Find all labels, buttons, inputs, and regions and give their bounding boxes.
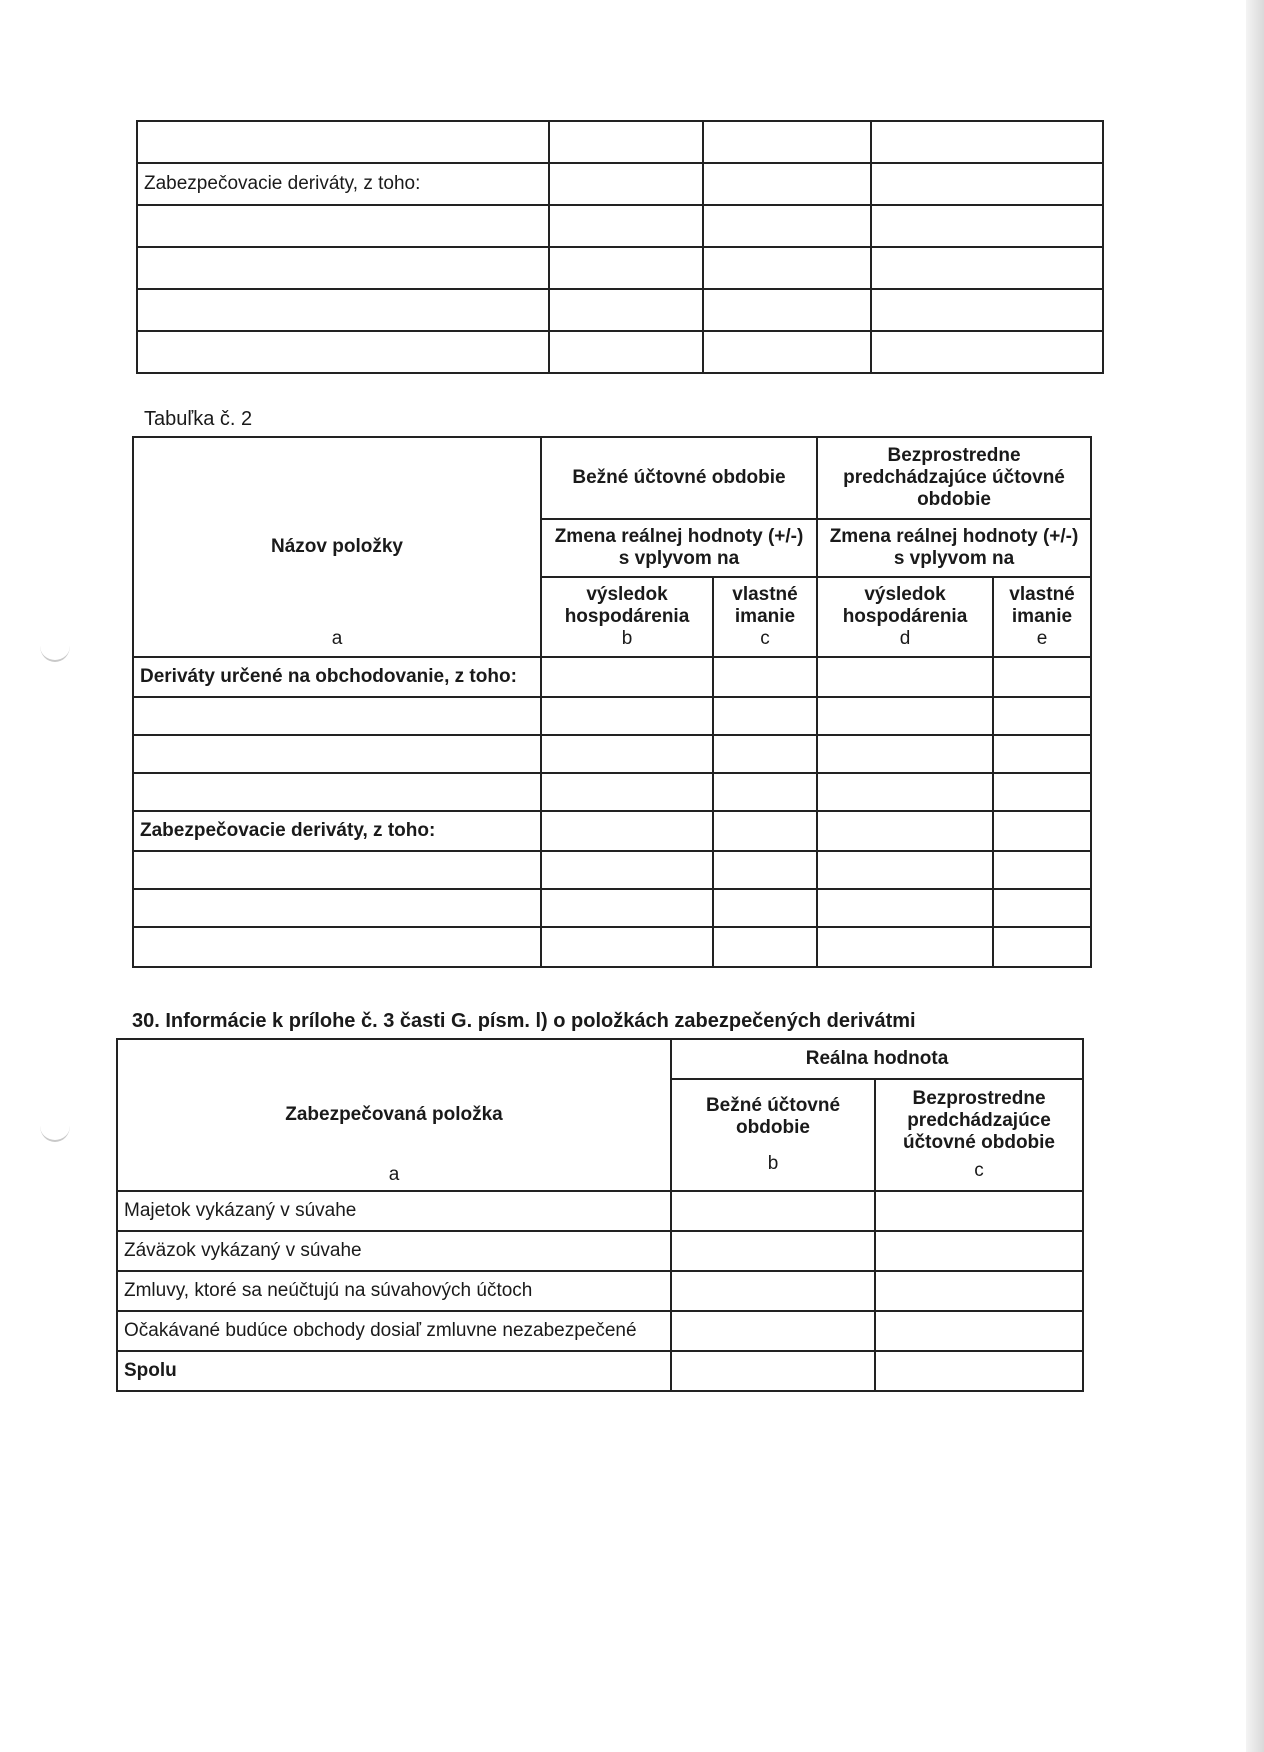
name-letter: a	[331, 628, 343, 649]
name-header-cell	[133, 437, 541, 657]
table-cell	[137, 331, 549, 373]
row-label-total: Spolu	[117, 1351, 671, 1391]
row-label: Zmluvy, ktoré sa neúčtujú na súvahových účtoch	[117, 1271, 671, 1311]
name-header: Názov položky	[271, 536, 403, 557]
table-cell	[137, 121, 549, 163]
table-row	[137, 163, 1103, 205]
table-row	[133, 927, 1091, 967]
table-row	[133, 657, 1091, 697]
change-current-header: Zmena reálnej hodnoty (+/-) s vplyvom na	[541, 519, 817, 577]
table-row	[137, 205, 1103, 247]
col-d-header: výsledok hospodárenia d	[817, 577, 993, 657]
col-b-header: výsledok hospodárenia b	[541, 577, 713, 657]
table-row	[133, 811, 1091, 851]
fair-value-header: Reálna hodnota	[671, 1039, 1083, 1079]
table-cell	[137, 205, 549, 247]
table-section-30	[116, 1038, 1084, 1392]
current-period-header: Bežné účtovné obdobie b	[671, 1079, 875, 1191]
row-label-hedging: Zabezpečovacie deriváty, z toho:	[133, 811, 541, 851]
table-hedging-continuation	[136, 120, 1104, 374]
change-previous-header: Zmena reálnej hodnoty (+/-) s vplyvom na	[817, 519, 1091, 577]
table-2	[132, 436, 1092, 968]
previous-period-header: Bezprostredne predchádzajúce účtovné obdobie c	[875, 1079, 1083, 1191]
table-row	[133, 735, 1091, 773]
page-edge	[1246, 0, 1264, 1752]
col-e-header: vlastné imanie e	[993, 577, 1091, 657]
table2-caption: Tabuľka č. 2	[144, 408, 253, 430]
section-30-title: 30. Informácie k prílohe č. 3 časti G. písm. l) o položkách zabezpečených derivátmi	[132, 1010, 916, 1032]
current-period-header: Bežné účtovné obdobie	[541, 437, 817, 519]
table-row	[117, 1191, 1083, 1231]
col-c-header: vlastné imanie c	[713, 577, 817, 657]
table-row	[137, 289, 1103, 331]
table-row	[117, 1231, 1083, 1271]
table-row	[137, 331, 1103, 373]
table-row	[133, 697, 1091, 735]
table-row	[137, 247, 1103, 289]
item-header: Zabezpečovaná položka	[285, 1104, 503, 1125]
table-row	[117, 1351, 1083, 1391]
punch-hole-mark	[40, 630, 70, 662]
item-letter: a	[388, 1164, 400, 1185]
row-label: Majetok vykázaný v súvahe	[117, 1191, 671, 1231]
row-label-trading: Deriváty určené na obchodovanie, z toho:	[133, 657, 541, 697]
table-row	[133, 851, 1091, 889]
table-row	[117, 1311, 1083, 1351]
table-row	[117, 1271, 1083, 1311]
table-cell	[137, 247, 549, 289]
previous-period-header: Bezprostredne predchádzajúce účtovné obdobie	[817, 437, 1091, 519]
row-label: Očakávané budúce obchody dosiaľ zmluvne nezabezpečené	[117, 1311, 671, 1351]
table-row	[133, 773, 1091, 811]
table-row	[137, 121, 1103, 163]
punch-hole-mark	[40, 1110, 70, 1142]
item-header-cell	[117, 1039, 671, 1191]
row-label: Záväzok vykázaný v súvahe	[117, 1231, 671, 1271]
table-cell	[137, 289, 549, 331]
row-label-hedging: Zabezpečovacie deriváty, z toho:	[137, 163, 549, 205]
table-row	[133, 889, 1091, 927]
